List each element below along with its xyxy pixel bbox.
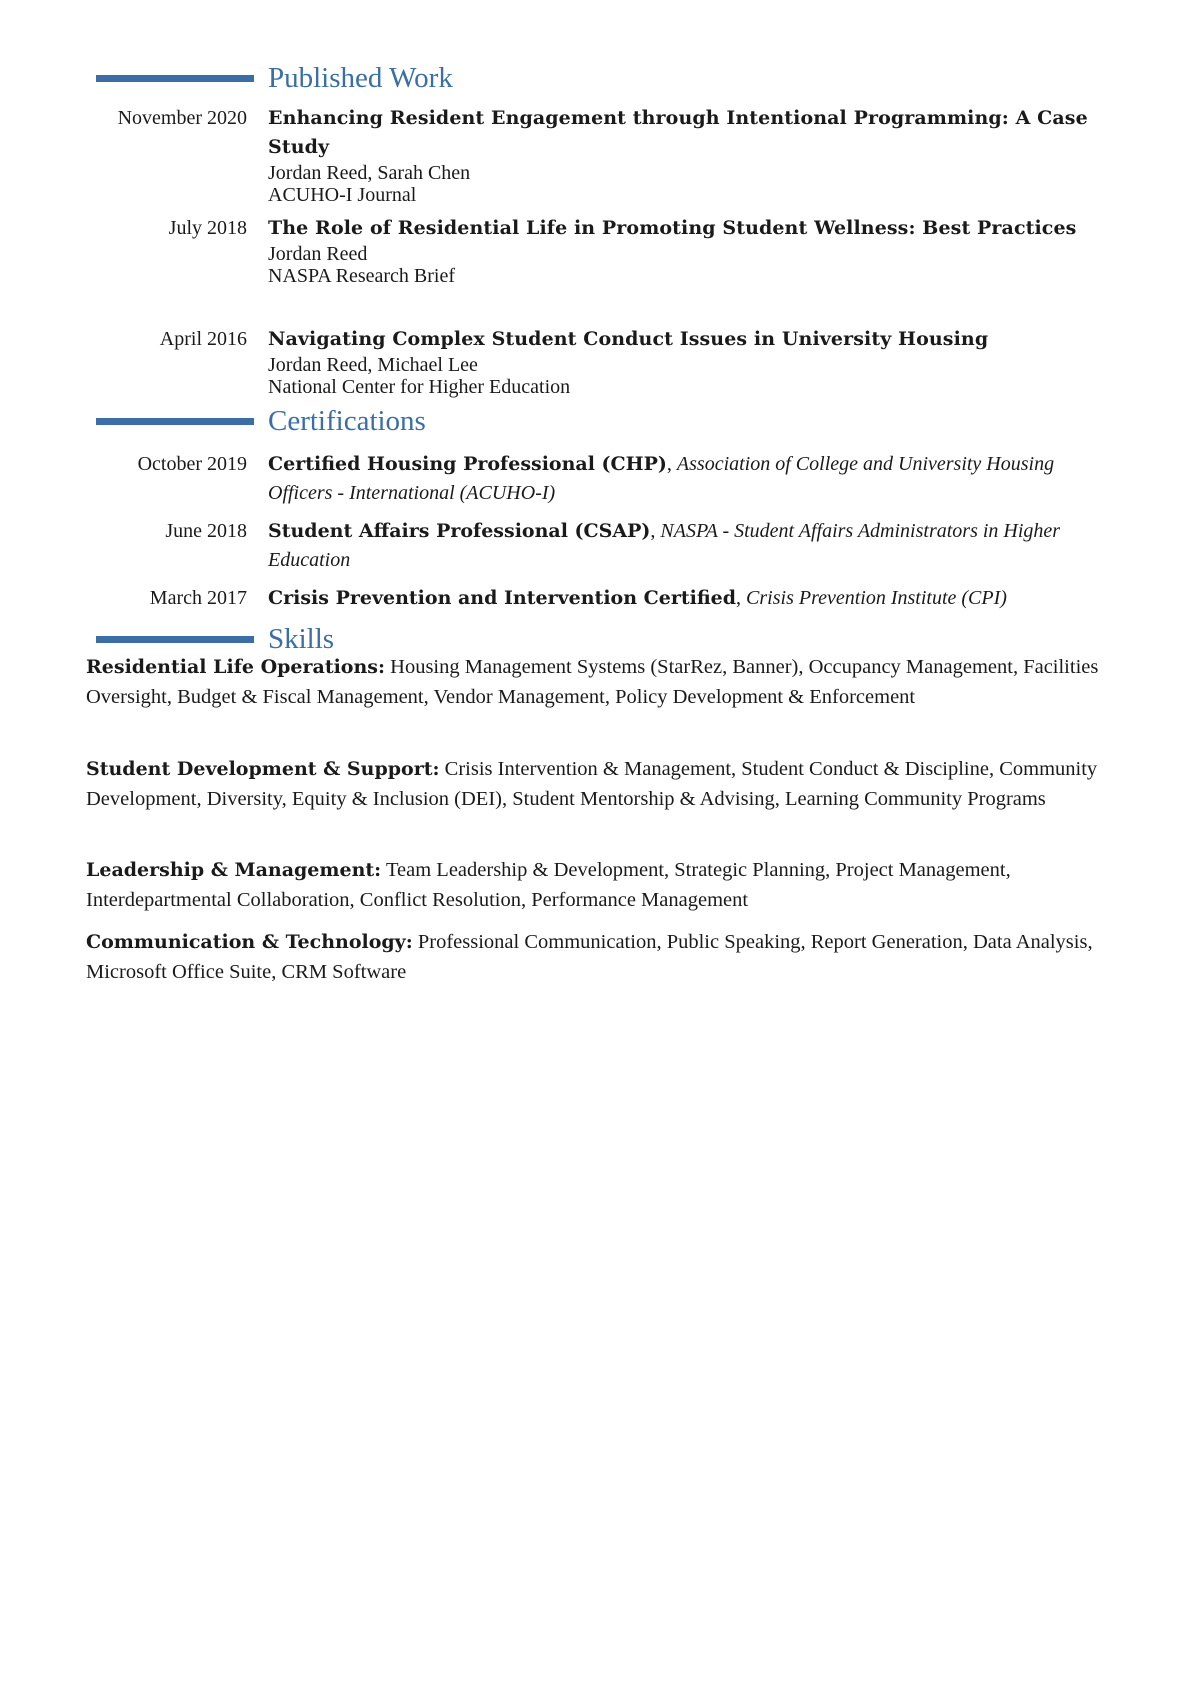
certification-org: Crisis Prevention Institute (CPI) [746, 587, 1007, 609]
publication-body [268, 325, 1104, 398]
skill-group-text: Housing Management Systems (StarRez, Banner), Occupancy Management, Facilities Oversight, Budget & Fiscal Management, Vendor Management, Policy Development & Enforcement [86, 656, 1099, 708]
publication-title: Enhancing Resident Engagement through Intentional Programming: A Case Study [268, 107, 1088, 158]
skill-group [86, 653, 1100, 712]
publication-title: The Role of Residential Life in Promoting Student Wellness: Best Practices [268, 217, 1077, 239]
section-rule [96, 75, 254, 82]
publication-date: April 2016 [159, 328, 247, 350]
publication-body [268, 214, 1104, 287]
section-title-certifications: Certifications [268, 405, 426, 437]
publication-date: November 2020 [117, 107, 247, 129]
publication-date: July 2018 [168, 217, 247, 239]
section-title-skills: Skills [268, 623, 335, 655]
skill-group-text: Team Leadership & Development, Strategic Planning, Project Management, Interdepartmental Collaboration, Conflict Resolution, Performance Management [86, 859, 1011, 911]
skill-group-label: Communication & Technology: [86, 931, 413, 953]
skill-group [86, 928, 1100, 987]
skill-group [86, 856, 1100, 915]
publication-body [268, 104, 1104, 206]
skill-group-label: Residential Life Operations: [86, 656, 386, 678]
certification-org: Association of College and University Housing Officers - International (ACUHO-I) [268, 453, 1055, 504]
skill-group-label: Student Development & Support: [86, 758, 440, 780]
publication-authors: Jordan Reed [268, 243, 368, 265]
section-rule [96, 418, 254, 425]
publication-venue: ACUHO-I Journal [268, 184, 417, 206]
publication-venue: National Center for Higher Education [268, 376, 571, 398]
skill-group-label: Leadership & Management: [86, 859, 382, 881]
certification-body: Certified Housing Professional (CHP), Association of College and University Housing Officers - International (ACUHO-I) [268, 453, 1055, 504]
certification-name: Crisis Prevention and Intervention Certified [268, 587, 737, 609]
certification-date: March 2017 [149, 587, 247, 609]
certification-date: June 2018 [165, 520, 247, 542]
published-work-header [96, 60, 1096, 100]
publication-authors: Jordan Reed, Sarah Chen [268, 162, 471, 184]
section-title-published-work: Published Work [268, 62, 453, 94]
skill-group-text: Professional Communication, Public Speaking, Report Generation, Data Analysis, Microsoft Office Suite, CRM Software [86, 931, 1093, 983]
publication-title: Navigating Complex Student Conduct Issues in University Housing [268, 328, 989, 350]
publication-venue: NASPA Research Brief [268, 265, 456, 287]
certification-org: NASPA - Student Affairs Administrators in Higher Education [268, 520, 1061, 571]
certification-body: Student Affairs Professional (CSAP), NASPA - Student Affairs Administrators in Higher Education [268, 520, 1061, 571]
publication-authors: Jordan Reed, Michael Lee [268, 354, 478, 376]
skill-group [86, 755, 1100, 814]
certification-date: October 2019 [137, 453, 247, 475]
certifications-header [96, 403, 1096, 443]
certification-body: Crisis Prevention and Intervention Certified, Crisis Prevention Institute (CPI) [268, 587, 1007, 609]
certification-name: Certified Housing Professional (CHP) [268, 453, 667, 475]
section-rule [96, 636, 254, 643]
certification-name: Student Affairs Professional (CSAP) [268, 520, 651, 542]
skill-group-text: Crisis Intervention & Management, Student Conduct & Discipline, Community Development, Diversity, Equity & Inclusion (DEI), Student Mentorship & Advising, Learning Community Programs [86, 758, 1098, 810]
